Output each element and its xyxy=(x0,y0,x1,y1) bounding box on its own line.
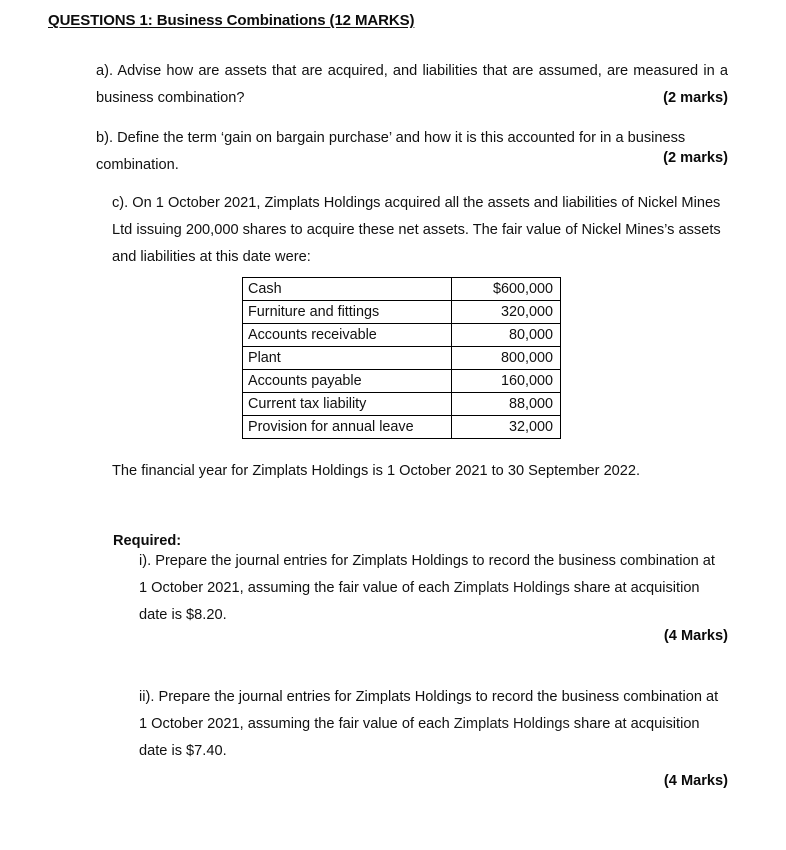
required-item-i xyxy=(139,548,719,629)
required-item-i-tail: share at acquisition date is $8.20. xyxy=(139,580,700,623)
table-cell-item: Accounts receivable xyxy=(243,324,452,347)
table-cell-amount: 88,000 xyxy=(452,393,561,416)
table-row xyxy=(243,301,561,324)
fair-value-table-wrapper xyxy=(242,277,561,439)
question-a-text: a). Advise how are assets that are acquired, and liabilities that are assumed, are measured in a business combination? xyxy=(96,63,728,106)
table-cell-item: Plant xyxy=(243,347,452,370)
table-row xyxy=(243,324,561,347)
table-row xyxy=(243,416,561,439)
table-cell-item: Provision for annual leave xyxy=(243,416,452,439)
table-cell-amount: 160,000 xyxy=(452,370,561,393)
table-cell-item: Cash xyxy=(243,278,452,301)
required-item-i-company: Zimplats Holdings xyxy=(453,580,570,596)
table-cell-amount: 800,000 xyxy=(452,347,561,370)
page-title: QUESTIONS 1: Business Combinations (12 MARKS) xyxy=(48,12,415,29)
table-cell-amount: 320,000 xyxy=(452,301,561,324)
required-item-ii-tail: share at acquisition date is $7.40. xyxy=(139,716,700,759)
question-b-text: b). Define the term ‘gain on bargain purchase’ and how it is this accounted for in a business combination. xyxy=(96,130,686,173)
table-cell-item: Current tax liability xyxy=(243,393,452,416)
table-cell-amount: $600,000 xyxy=(452,278,561,301)
table-row xyxy=(243,393,561,416)
required-item-i-lead: i). Prepare the journal entries for Zimplats Holdings to record the business combination at 1 October 2021, assuming the fair value of each xyxy=(139,553,715,596)
question-c-text: c). On 1 October 2021, Zimplats Holdings acquired all the assets and liabilities of Nickel Mines Ltd issuing 200,000 shares to acquire these net assets. The fair value of Nickel Mines’s assets and liabilities at this date were: xyxy=(112,195,721,265)
table-cell-item: Furniture and fittings xyxy=(243,301,452,324)
table-row xyxy=(243,370,561,393)
question-a-marks: (2 marks) xyxy=(663,90,728,106)
required-item-ii xyxy=(139,684,719,765)
table-cell-amount: 80,000 xyxy=(452,324,561,347)
financial-year-note: The financial year for Zimplats Holdings is 1 October 2021 to 30 September 2022. xyxy=(112,463,641,479)
required-item-ii-company: Zimplats Holdings xyxy=(453,716,570,732)
question-b-marks: (2 marks) xyxy=(663,150,728,166)
fair-value-table-body xyxy=(243,278,561,439)
table-row xyxy=(243,278,561,301)
required-item-i-marks: (4 Marks) xyxy=(663,628,728,644)
table-row xyxy=(243,347,561,370)
table-cell-amount: 32,000 xyxy=(452,416,561,439)
required-item-ii-lead: ii). Prepare the journal entries for Zimplats Holdings to record the business combination at 1 October 2021, assuming the fair value of each xyxy=(139,689,719,732)
table-cell-item: Accounts payable xyxy=(243,370,452,393)
fair-value-table xyxy=(242,277,561,439)
required-label: Required: xyxy=(113,533,182,549)
required-item-ii-marks: (4 Marks) xyxy=(663,773,728,789)
